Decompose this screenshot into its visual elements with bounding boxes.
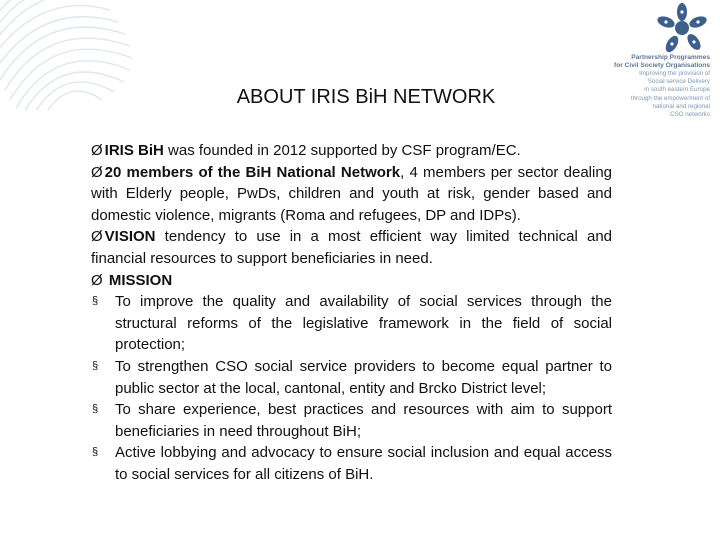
arrow-bullet-icon: Ø [91,142,103,159]
mission-point [91,291,612,356]
logo-title-line2: for Civil Society Organisations [614,62,710,69]
mission-point [91,399,612,442]
mission-point-text: Active lobbying and advocacy to ensure social inclusion and equal access to social services for all citizens of BiH. [115,444,612,483]
logo-title-line1: Partnership Programmes [631,54,710,61]
logo-subtitle-line: in south eastern Europe [644,86,710,94]
mission-point-text: To share experience, best practices and resources with aim to support beneficiaries in need throughout BiH; [115,401,612,440]
members-text: , 4 members per sector dealing with Elderly people, PwDs, children and youth at risk, gender based and domestic violence, migrants (Roma and refugees, DP and IDPs). [91,163,613,224]
arrow-bullet-icon: Ø [91,271,103,289]
arrow-bullet-icon: Ø [91,163,103,181]
mission-point [91,356,612,399]
vision-text: tendency to use in a most efficient way limited technical and financial resources to support beneficiaries in need. [91,228,612,267]
star-logo-icon [644,2,714,56]
founded-bold: IRIS BiH [104,142,164,159]
page-title: ABOUT IRIS BiH NETWORK [236,86,496,108]
square-bullet-icon: § [92,295,99,308]
partnership-programmes-logo [596,2,716,142]
content-body [91,140,612,486]
members-item [91,162,612,227]
mission-point-text: To improve the quality and availability of social services through the structural reforms of the legislative framework in the field of social protection; [115,293,612,354]
founded-item [91,140,612,162]
vision-item [91,226,612,269]
logo-subtitle-line: national and regional [652,102,710,110]
founded-text: was founded in 2012 supported by CSF program/EC. [163,142,521,159]
logo-subtitle-line: through the empowerment of [630,94,710,102]
arrow-bullet-icon: Ø [91,228,103,246]
mission-heading [91,270,612,292]
logo-subtitle-line: Social service Delivery [647,78,710,86]
logo-subtitle-line: Improving the provision of [639,70,710,77]
logo-subtitle-line: CSO networks [670,111,710,119]
mission-point-text: To strengthen CSO social service providers to become equal partner to public sector at the local, cantonal, entity and Brcko District level; [115,357,612,397]
mission-bold: MISSION [108,271,173,289]
square-bullet-icon: § [92,446,99,459]
square-bullet-icon: § [92,359,99,372]
vision-bold: VISION [104,228,156,246]
members-bold: 20 members of the BiH National Network [104,163,401,181]
square-bullet-icon: § [92,403,99,416]
mission-point [91,442,612,485]
